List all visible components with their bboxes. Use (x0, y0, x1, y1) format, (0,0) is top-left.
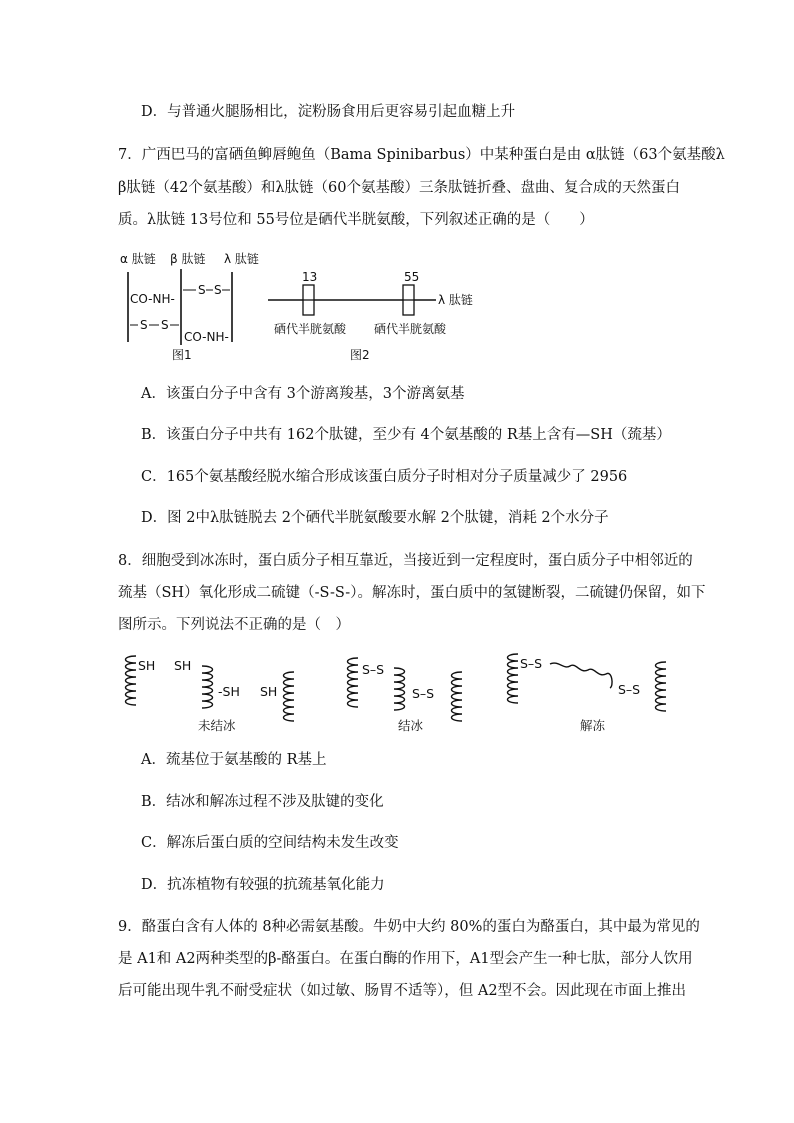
residue-label: 硒代半胱氨酸 (374, 322, 447, 336)
peptide-bond-label: CO-NH- (130, 292, 175, 306)
option-b: B．结冰和解冻过程不涉及肽键的变化 (141, 794, 384, 810)
protein-coil (126, 656, 137, 705)
alpha-chain-label: α 肽链 (120, 252, 156, 266)
option-text: D．与普通火腿肠相比，淀粉肠食用后更容易引起血糖上升 (141, 104, 516, 120)
sh-group-label: -SH (218, 684, 240, 699)
question-8-stem-line-3: 图所示。下列说法不正确的是（ ） (118, 617, 350, 633)
protein-coil (394, 668, 405, 710)
sulfur-label: S (140, 318, 148, 332)
question-7-stem-line-1: 7．广西巴马的富硒鱼䲟唇鲍鱼（Bama Spinibarbus）中某种蛋白是由 α肽链（63个氨基酸λ (118, 147, 725, 163)
question-8-figure (118, 648, 678, 738)
question-7-figure (120, 247, 490, 362)
option-a: A．该蛋白分子中含有 3个游离羧基，3个游离氨基 (141, 386, 465, 402)
question-7-stem-line-2: β肽链（42个氨基酸）和λ肽链（60个氨基酸）三条肽链折叠、盘曲、复合成的天然蛋白 (118, 180, 680, 196)
peptide-bond-label: CO-NH- (184, 330, 229, 344)
position-label: 55 (404, 270, 420, 284)
sh-group-label: SH (138, 658, 156, 673)
figure-caption: 结冰 (398, 718, 424, 733)
option-c: C．解冻后蛋白质的空间结构未发生改变 (141, 835, 399, 851)
sulfur-label: S (214, 283, 222, 297)
option-c: C．165个氨基酸经脱水缩合形成该蛋白质分子时相对分子质量减少了 2956 (141, 469, 628, 485)
ss-bond-label: S–S (618, 682, 641, 697)
sulfur-label: S (198, 283, 206, 297)
lambda-chain-label: λ 肽链 (438, 293, 473, 307)
figure-caption: 未结冰 (198, 718, 236, 733)
option-b: B．该蛋白分子中共有 162个肽键，至少有 4个氨基酸的 R基上含有—SH（巯基） (141, 427, 671, 443)
protein-coil (656, 662, 667, 711)
ss-bond-label: S–S (520, 656, 543, 671)
lambda-chain-label: λ 肽链 (224, 252, 259, 266)
question-9-stem-line-1: 9．酪蛋白含有人体的 8种必需氨基酸。牛奶中大约 80%的蛋白为酪蛋白，其中最为常见的 (118, 919, 700, 935)
option-d: D．抗冻植物有较强的抗巯基氧化能力 (141, 877, 385, 893)
option-a: A．巯基位于氨基酸的 R基上 (141, 752, 327, 768)
figure-1-peptide-chains (120, 251, 259, 362)
residue-label: 硒代半胱氨酸 (274, 322, 347, 336)
sh-group-label: SH (174, 658, 192, 673)
figure-1-caption: 图1 (172, 348, 192, 362)
sh-group-label: SH (260, 684, 278, 699)
question-9-stem-line-3: 后可能出现牛乳不耐受症状（如过敏、肠胃不适等），但 A2型不会。因此现在市面上推出 (118, 983, 687, 999)
protein-coil (348, 658, 359, 707)
unfolded-chain (550, 663, 612, 688)
question-9-stem-line-2: 是 A1和 A2两种类型的β-酪蛋白。在蛋白酶的作用下，A1型会产生一种七肽，部分人饮用 (118, 951, 693, 967)
ss-bond-label: S–S (412, 686, 435, 701)
figure-caption: 解冻 (580, 718, 606, 733)
protein-coil (202, 666, 213, 708)
question-8-stem-line-2: 巯基（SH）氧化形成二硫键（-S-S-）。解冻时，蛋白质中的氢键断裂，二硫键仍保留，如下 (118, 585, 706, 601)
protein-coil (284, 672, 295, 721)
ss-bond-label: S–S (362, 662, 385, 677)
sulfur-label: S (161, 318, 169, 332)
figure-2-lambda-chain (268, 270, 473, 362)
question-7-stem-line-3: 质。λ肽链 13号位和 55号位是硒代半胱氨酸，下列叙述正确的是（ ） (118, 212, 594, 228)
protein-coil (508, 654, 519, 703)
beta-chain-label: β 肽链 (170, 252, 206, 266)
figure-2-caption: 图2 (350, 348, 370, 362)
option-d: D．图 2中λ肽链脱去 2个硒代半胱氨酸要水解 2个肽键，消耗 2个水分子 (141, 510, 609, 526)
position-label: 13 (302, 270, 318, 284)
protein-coil (452, 672, 463, 721)
question-8-stem-line-1: 8．细胞受到冰冻时，蛋白质分子相互靠近，当接近到一定程度时，蛋白质分子中相邻近的 (118, 553, 693, 569)
